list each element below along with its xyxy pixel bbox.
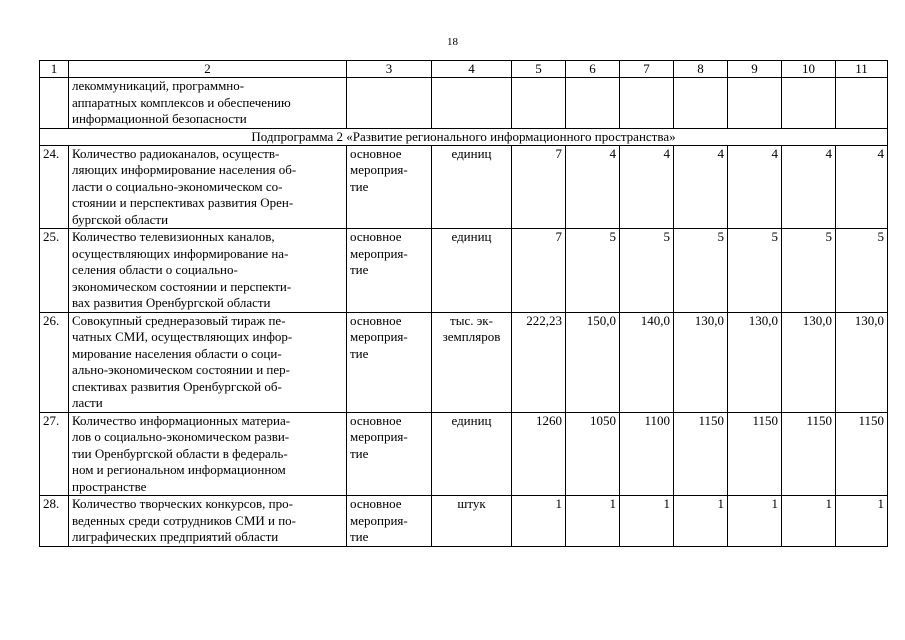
- table-row: [40, 229, 888, 313]
- unit-cell: [432, 496, 512, 547]
- unit-line: единиц: [451, 145, 492, 161]
- name-line: ляющих информирование населения об-: [72, 162, 297, 177]
- name-line: Количество телевизионных каналов,: [72, 229, 275, 244]
- empty-cell: [512, 78, 566, 129]
- indicator-name-cell: [69, 78, 347, 129]
- value-cell: 4: [566, 145, 620, 229]
- name-line: веденных среди сотрудников СМИ и по-: [72, 512, 297, 528]
- name-line: ласти: [72, 395, 103, 410]
- row-number: 28.: [40, 496, 69, 547]
- unit-cell: [432, 145, 512, 229]
- type-line: мероприя-: [350, 512, 408, 528]
- value-cell: 1: [674, 496, 728, 547]
- type-line: тие: [350, 262, 369, 277]
- name-line: пространстве: [72, 478, 147, 494]
- name-line: спективах развития Оренбургской об-: [72, 378, 282, 394]
- value-cell: 5: [836, 229, 888, 313]
- continuation-row: [40, 78, 888, 129]
- value-cell: 130,0: [728, 312, 782, 412]
- unit-line: штук: [457, 496, 486, 511]
- row-number: 24.: [40, 145, 69, 229]
- type-line: мероприя-: [350, 429, 408, 444]
- value-cell: 1: [620, 496, 674, 547]
- name-line: бургской области: [72, 211, 169, 227]
- subprogram-row: [40, 128, 888, 145]
- name-line: экономическом состоянии и перспекти-: [72, 278, 292, 294]
- table-row: [40, 145, 888, 229]
- name-line: лов о социально-экономическом разви-: [72, 429, 290, 444]
- column-header: 3: [347, 61, 432, 78]
- value-cell: 1: [728, 496, 782, 547]
- unit-line: земпляров: [442, 329, 501, 344]
- type-line: основное: [350, 312, 402, 328]
- column-header: 1: [40, 61, 69, 78]
- empty-cell: [566, 78, 620, 129]
- value-cell: 1150: [674, 412, 728, 496]
- unit-cell: [432, 412, 512, 496]
- value-cell: 7: [512, 229, 566, 313]
- value-cell: 4: [782, 145, 836, 229]
- unit-line: единиц: [451, 229, 492, 244]
- unit-line: тыс. эк-: [450, 312, 493, 328]
- type-line: мероприя-: [350, 162, 408, 177]
- value-cell: 1: [512, 496, 566, 547]
- column-header: 4: [432, 61, 512, 78]
- column-header: 10: [782, 61, 836, 78]
- name-line: чатных СМИ, осуществляющих инфор-: [72, 329, 293, 344]
- type-line: основное: [350, 229, 402, 244]
- name-line: осуществляющих информирование на-: [72, 245, 289, 261]
- empty-cell: [728, 78, 782, 129]
- value-cell: 1: [566, 496, 620, 547]
- value-cell: 4: [674, 145, 728, 229]
- value-cell: 140,0: [620, 312, 674, 412]
- name-line: лиграфических предприятий области: [72, 529, 279, 544]
- empty-cell: [836, 78, 888, 129]
- name-line: информационной безопасности: [72, 111, 247, 126]
- name-line: Совокупный среднеразовый тираж пе-: [72, 312, 286, 328]
- type-line: тие: [350, 445, 369, 461]
- empty-cell: [674, 78, 728, 129]
- indicator-name-cell: [69, 145, 347, 229]
- value-cell: 150,0: [566, 312, 620, 412]
- value-cell: 1150: [782, 412, 836, 496]
- name-line: вах развития Оренбургской области: [72, 295, 271, 310]
- value-cell: 5: [728, 229, 782, 313]
- unit-cell: [432, 312, 512, 412]
- indicator-name-cell: [69, 412, 347, 496]
- name-line: лекоммуникаций, программно-: [72, 78, 245, 93]
- empty-cell: [347, 78, 432, 129]
- value-cell: 1: [782, 496, 836, 547]
- subprogram-title: Подпрограмма 2 «Развитие регионального информационного пространства»: [40, 128, 888, 145]
- name-line: Количество радиоканалов, осуществ-: [72, 145, 280, 161]
- type-line: основное: [350, 496, 402, 511]
- indicator-type-cell: [347, 312, 432, 412]
- value-cell: 130,0: [674, 312, 728, 412]
- column-header: 2: [69, 61, 347, 78]
- name-line: аппаратных комплексов и обеспечению: [72, 94, 291, 110]
- name-line: мирование населения области о соци-: [72, 345, 282, 361]
- name-line: Количество информационных материа-: [72, 412, 291, 428]
- type-line: мероприя-: [350, 245, 408, 261]
- row-number: 27.: [40, 412, 69, 496]
- column-header: 11: [836, 61, 888, 78]
- indicator-type-cell: [347, 229, 432, 313]
- indicator-type-cell: [347, 496, 432, 547]
- row-number: 25.: [40, 229, 69, 313]
- value-cell: 1150: [728, 412, 782, 496]
- indicator-name-cell: [69, 229, 347, 313]
- type-line: тие: [350, 529, 369, 544]
- value-cell: 4: [620, 145, 674, 229]
- value-cell: 1150: [836, 412, 888, 496]
- column-number-row: [40, 61, 888, 78]
- row-number: 26.: [40, 312, 69, 412]
- unit-line: единиц: [451, 412, 492, 428]
- indicators-table: [39, 60, 888, 547]
- table-row: [40, 412, 888, 496]
- name-line: ласти о социально-экономическом со-: [72, 178, 283, 194]
- type-line: основное: [350, 145, 402, 161]
- value-cell: 5: [674, 229, 728, 313]
- type-line: мероприя-: [350, 329, 408, 344]
- table-row: [40, 312, 888, 412]
- empty-cell: [432, 78, 512, 129]
- value-cell: 1100: [620, 412, 674, 496]
- value-cell: 4: [836, 145, 888, 229]
- table-row: [40, 496, 888, 547]
- name-line: тии Оренбургской области в федераль-: [72, 445, 288, 461]
- value-cell: 130,0: [836, 312, 888, 412]
- name-line: стоянии и перспективах развития Орен-: [72, 195, 294, 210]
- name-line: Количество творческих конкурсов, про-: [72, 496, 293, 511]
- page-number: 18: [447, 36, 458, 48]
- name-line: ально-экономическом состоянии и пер-: [72, 362, 290, 377]
- value-cell: 7: [512, 145, 566, 229]
- value-cell: 130,0: [782, 312, 836, 412]
- value-cell: 1050: [566, 412, 620, 496]
- value-cell: 4: [728, 145, 782, 229]
- empty-cell: [782, 78, 836, 129]
- row-number-cell: [40, 78, 69, 129]
- column-header: 7: [620, 61, 674, 78]
- indicator-type-cell: [347, 145, 432, 229]
- column-header: 9: [728, 61, 782, 78]
- empty-cell: [620, 78, 674, 129]
- column-header: 5: [512, 61, 566, 78]
- name-line: ном и региональном информационном: [72, 462, 286, 477]
- type-line: основное: [350, 412, 402, 428]
- value-cell: 1: [836, 496, 888, 547]
- indicator-type-cell: [347, 412, 432, 496]
- unit-cell: [432, 229, 512, 313]
- type-line: тие: [350, 178, 369, 194]
- indicator-name-cell: [69, 312, 347, 412]
- indicator-name-cell: [69, 496, 347, 547]
- value-cell: 5: [566, 229, 620, 313]
- value-cell: 1260: [512, 412, 566, 496]
- column-header: 8: [674, 61, 728, 78]
- value-cell: 5: [620, 229, 674, 313]
- value-cell: 5: [782, 229, 836, 313]
- name-line: селения области о социально-: [72, 262, 238, 277]
- type-line: тие: [350, 345, 369, 361]
- column-header: 6: [566, 61, 620, 78]
- value-cell: 222,23: [512, 312, 566, 412]
